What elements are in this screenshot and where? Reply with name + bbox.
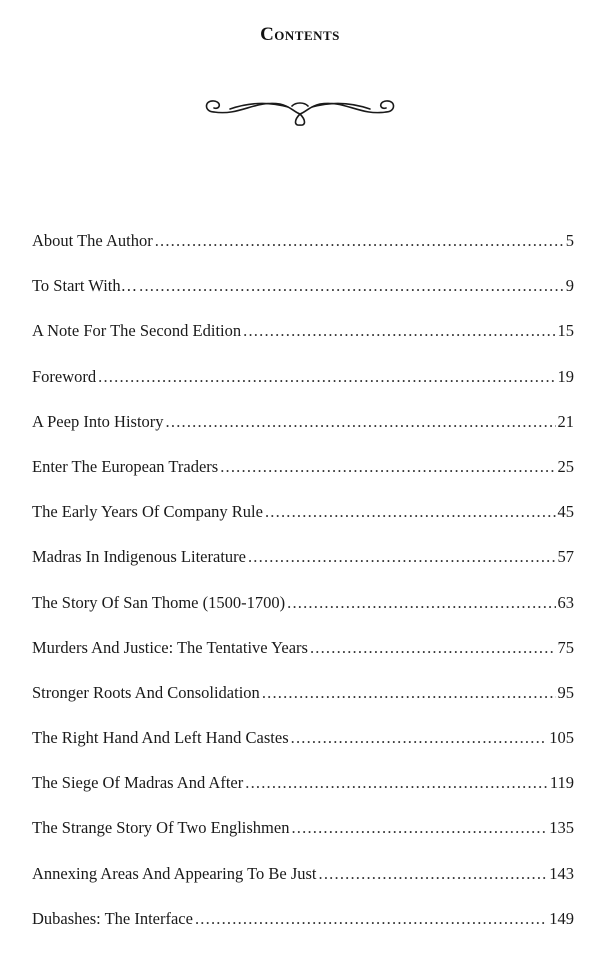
dot-leader — [155, 226, 564, 256]
dot-leader — [319, 859, 548, 889]
toc-entry-title: Madras In Indigenous Literature — [32, 547, 246, 567]
toc-entry-page: 143 — [549, 863, 574, 883]
dot-leader — [291, 723, 548, 753]
toc-entry[interactable] — [32, 768, 574, 813]
page-title: Contents — [260, 24, 340, 45]
toc-entry-page: 149 — [549, 908, 574, 928]
dot-leader — [291, 813, 547, 843]
toc-entry-title: Stronger Roots And Consolidation — [32, 682, 260, 702]
toc-entry-title: Dubashes: The Interface — [32, 908, 193, 928]
dot-leader — [139, 271, 564, 301]
toc-entry-title: The Early Years Of Company Rule — [32, 502, 263, 522]
toc-entry[interactable] — [32, 271, 574, 316]
dot-leader — [310, 633, 556, 663]
toc-entry-title: The Story Of San Thome (1500-1700) — [32, 592, 286, 612]
toc-entry[interactable] — [32, 542, 574, 587]
toc-entry-page: 19 — [557, 366, 574, 386]
table-of-contents — [32, 226, 574, 949]
toc-entry[interactable] — [32, 497, 574, 542]
toc-entry-page: 135 — [549, 818, 574, 838]
toc-entry[interactable] — [32, 407, 574, 452]
toc-entry-title: The Right Hand And Left Hand Castes — [32, 728, 289, 748]
dot-leader — [287, 588, 555, 618]
toc-entry-page: 105 — [549, 728, 574, 748]
toc-entry-page: 21 — [557, 411, 574, 431]
toc-entry-title: The Siege Of Madras And After — [32, 773, 244, 793]
dot-leader — [265, 497, 556, 527]
dot-leader — [166, 407, 556, 437]
toc-entry-page: 45 — [557, 502, 574, 522]
toc-entry-title: A Note For The Second Edition — [32, 321, 242, 341]
toc-entry[interactable] — [32, 588, 574, 633]
toc-entry-title: To Start With… — [32, 276, 138, 296]
toc-entry[interactable] — [32, 859, 574, 904]
toc-entry[interactable] — [32, 226, 574, 271]
dot-leader — [98, 362, 555, 392]
toc-entry[interactable] — [32, 362, 574, 407]
toc-entry-title: A Peep Into History — [32, 411, 164, 431]
toc-entry-page: 63 — [557, 592, 574, 612]
toc-entry-page: 5 — [565, 231, 574, 250]
toc-entry[interactable] — [32, 316, 574, 361]
toc-entry-page: 15 — [557, 321, 574, 341]
toc-entry-page: 9 — [565, 276, 574, 296]
dot-leader — [245, 768, 548, 798]
toc-entry-page: 57 — [557, 547, 574, 567]
toc-entry[interactable] — [32, 813, 574, 858]
dot-leader — [220, 452, 555, 482]
toc-entry-page: 119 — [549, 773, 574, 793]
dot-leader — [248, 542, 556, 572]
toc-entry-page: 25 — [557, 456, 574, 476]
toc-entry[interactable] — [32, 678, 574, 723]
toc-entry-title: Murders And Justice: The Tentative Years — [32, 637, 308, 657]
toc-entry[interactable] — [32, 723, 574, 768]
toc-entry[interactable] — [32, 633, 574, 678]
toc-entry-title: Enter The European Traders — [32, 456, 219, 476]
toc-entry-title: About The Author — [32, 231, 153, 250]
dot-leader — [262, 678, 556, 708]
toc-entry-page: 95 — [557, 682, 574, 702]
scroll-ornament-icon — [200, 92, 400, 126]
toc-entry[interactable] — [32, 904, 574, 949]
toc-entry-title: Annexing Areas And Appearing To Be Just — [32, 863, 317, 883]
dot-leader — [195, 904, 547, 934]
toc-entry-title: The Strange Story Of Two Englishmen — [32, 818, 290, 838]
toc-entry[interactable] — [32, 452, 574, 497]
dot-leader — [243, 316, 555, 346]
toc-entry-page: 75 — [557, 637, 574, 657]
toc-entry-title: Foreword — [32, 366, 97, 386]
